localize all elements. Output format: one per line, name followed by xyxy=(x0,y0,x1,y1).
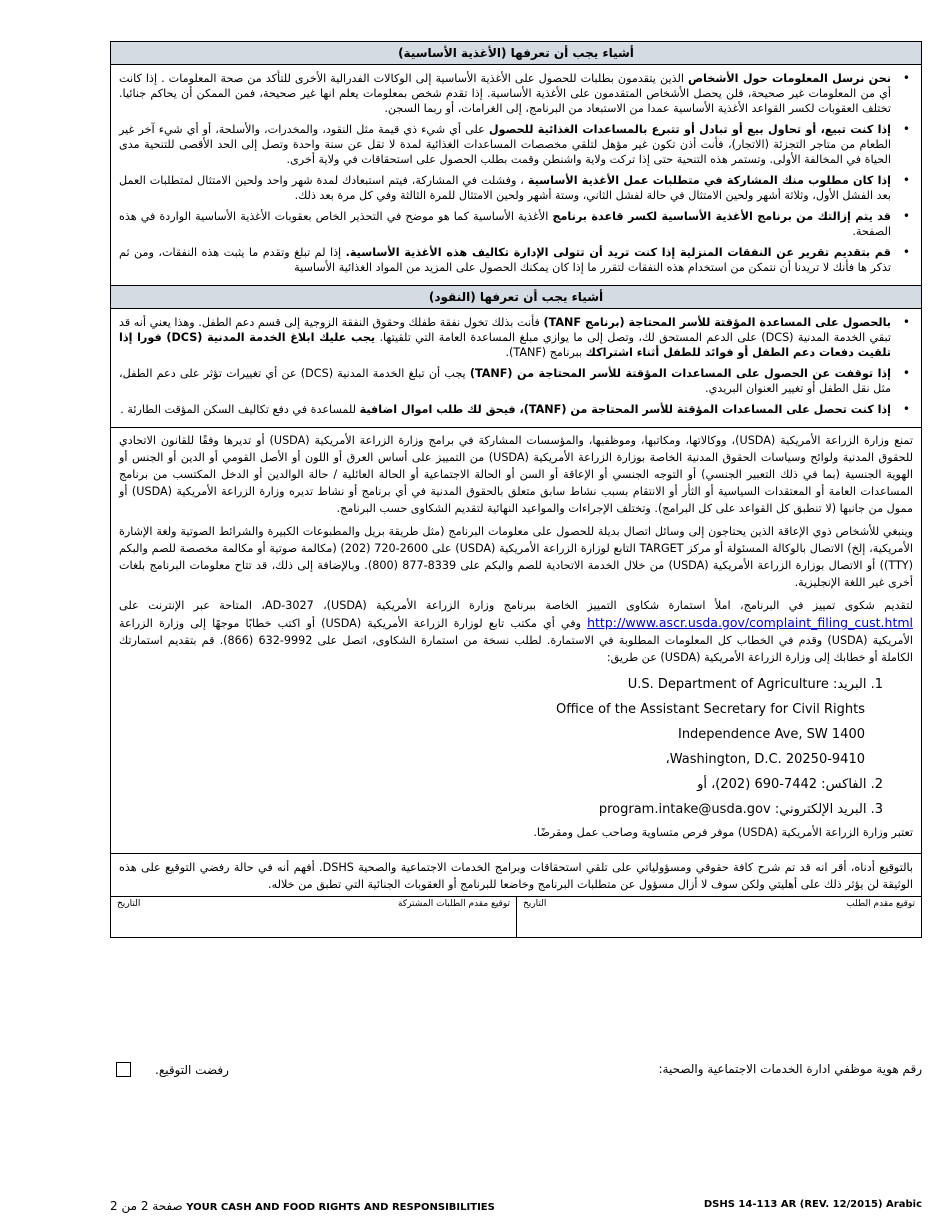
staff-row xyxy=(110,1062,922,1077)
cash-item-2-bold: إذا توقفت عن الحصول على المساعدات المؤقتة للأسر المحتاجة من (TANF) xyxy=(469,367,891,380)
cash-section-title: أشياء يجب أن تعرفها (النقود) xyxy=(111,285,921,309)
usda-paragraph-2: وينبغي للأشخاص ذوي الإعاقة الذين يحتاجون إلى وسائل اتصال بديلة للحصول على معلومات البرنامج (مثل طريقة بريل والمطبوعات الكبيرة والشرائط الصوتية ولغة الإشارة الأمريكية، إلخ) الاتصال بالوكالة المسئولة أو مركز TARGET التابع لوزارة الزراعة الأمريكية (USDA) على 2600-720 (202) (مكالمة صوتية أو مكالمة مخصصة للصم والبكم (TTY)) أو الاتصال بوزارة الزراعة الأمريكية (USDA) من خلال الخدمة الاتحادية للصم والبكم على 8339-877 (800). وبالإضافة إلى ذلك، قد تتاح معلومات البرنامج بلغات أخرى غير اللغة الإنجليزية. xyxy=(119,525,914,589)
food-item-3-text: ، وفشلت في المشاركة، فيتم استبعادك لمدة شهر واحد ولحين الامتثال لمتطلبات العمل بعد الفشل الأول، وثلاثة أشهر ولحين الامتثال في حالة لفشل الثاني، وستة أشهر ولحين الامتثال للمرة الثالثة وفي كل مرة بعد ذلك. xyxy=(119,174,891,202)
food-item-2-text: على أي شيء ذي قيمة مثل النقود، والمخدرات، والأسلحة، أو أي شيء آخر غير الطعام من متاجر التجزئة (الاتجار)، فأنت أذن تكون غير مؤهل لتلقي مخصصات المساعدات الغذائية لمدة لا تقل عن سنة واحدة وتصل إلى الحد الأقصى للتنحية مدى الحياة في المخالفة الأولى. وتستمر هذه التنحية حتى إذا تركت ولاية واشنطن وقمت بطلب الحصول على استحقاقات في ولاية أخرى. xyxy=(119,123,891,166)
signature-row xyxy=(111,896,921,937)
applicant-signature-label: توقيع مقدم الطلب xyxy=(846,899,915,909)
email-line: 3. البريد الإلكتروني: program.intake@usda.gov xyxy=(598,802,883,817)
food-item-5-bold: قم بتقديم تقرير عن النفقات المنزلية إذا كنت تريد أن تتولى الإدارة تكاليف هذه الأغذية الأساسية. xyxy=(345,246,891,259)
food-item-1 xyxy=(119,71,915,116)
cash-item-1 xyxy=(119,315,915,360)
usda-paragraph-1: تمنع وزارة الزراعة الأمريكية (USDA)، ووكالاتها، ومكاتبها، وموظفيها، والمؤسسات المشاركة في برامج وزارة الزراعة الأمريكية (USDA) أو تديرها وفقًا للقانون الاتحادي للحقوق المدنية ولوائح وسياسات الحقوق المدنية الخاصة بوزارة الزراعة الأمريكية (USDA) من التمييز على أساس العرق أو اللون أو الأصل القومي أو الدين أو الجنس أو الهوية الجنسية (بما في ذلك التعبير الجنسي) أو التوجه الجنسي أو الإعاقة أو السن أو الحالة الاجتماعية أو الحالة العائلية / حالة الوالدين أو الدخل المكتسب من برنامج المساعدات العامة أو المعتقدات السياسية أو الثأر أو الانتقام بسبب نشاط سابق متعلق بالحقوق المدنية في أي برنامج أو نشاط تديره وزارة الزراعة الأمريكية (USDA) أو ممول من جانبها (لا تنطبق كل القواعد على كل البرامج). وتختلف الإجراءات والمواعيد النهائية لتقديم الشكاوى حسب البرنامج. xyxy=(119,434,914,515)
food-item-3 xyxy=(119,173,915,203)
address-line-1: 1. البريد: U.S. Department of Agriculture xyxy=(627,677,883,692)
cash-item-3-bold: إذا كنت تحصل على المساعدات المؤقتة للأسر المحتاجة من (TANF)، فيحق لك طلب اموال اضافية xyxy=(359,403,891,416)
address-line-3: 1400 Independence Ave, SW xyxy=(677,727,865,742)
address-line-2: Office of the Assistant Secretary for Civil Rights xyxy=(555,702,865,717)
cash-item-1-bold2: يجب عليك ابلاغ الخدمة المدنية (DCS) فورا إذا تلقيت دفعات دعم الطفل أو فوائد للطفل أثناء اشتراكك xyxy=(119,331,891,359)
usda-mailing-address xyxy=(119,672,913,822)
food-item-5-text: إذا لم تبلغ وتقدم ما يثبت هذه النفقات، ومن ثم تذكر ها فأنك لا تريدنا أن نتمكن من استخدام هذه النفقات لتقرر ما إذا كان يمكنك الحصول على المزيد من المواد الغذائية الأساسية xyxy=(119,246,891,274)
cash-item-3 xyxy=(119,402,915,417)
food-item-5 xyxy=(119,245,915,275)
usda-paragraph-3 xyxy=(119,597,913,666)
refused-to-sign xyxy=(110,1062,229,1077)
food-item-4-bold: قد يتم إزالتك من برنامج الأغذية الأساسية لكسر قاعدة برنامج xyxy=(552,210,891,223)
cash-item-1-text2: ببرنامج (TANF). xyxy=(505,346,586,359)
usda-statement xyxy=(111,427,921,853)
fax-line: 2. الفاكس: 7442-690 (202)، أو xyxy=(697,777,883,792)
food-item-4-text: الأغذية الأساسية كما هو موضح في التحذير الخاص بعقوبات الأغذية الأساسية الواردة في هذه الصفحة. xyxy=(119,210,891,238)
applicant-signature-field[interactable] xyxy=(516,897,921,937)
food-item-2-bold: إذا كنت تبيع، أو تحاول بيع أو تبادل أو تتبرع بالمساعدات الغذائية للحصول xyxy=(488,123,891,136)
equal-opportunity: تعتبر وزارة الزراعة الأمريكية (USDA) موفر فرص متساوية وصاحب عمل ومقرضًا. xyxy=(533,826,913,839)
usda-p3-end: وفي أي مكتب تابع لوزارة الزراعة الأمريكية (USDA) أو اكتب خطابًا موجهًا إلى وزارة الزراعة الأمريكية (USDA) وقدم في الخطاب كل المعلومات المطلوبة في الاستمارة. لطلب نسخة من استمارة الشكاوى، اتصل على 9992-632 (866). قم بتقديم استمارتك الكاملة أو خطابك إلى وزارة الزراعة الأمريكية (USDA) عن طريق: xyxy=(119,617,913,664)
footer-left xyxy=(110,1199,495,1213)
applicant-date-label: التاريخ xyxy=(523,899,547,909)
cash-item-1-text: فأنت بذلك تخول نفقة طفلك وحقوق النفقة الزوجية إلى قسم دعم الطفل. وهذا يعني أنه قد تبقي الخدمة المدنية (DCS) على الدعم المستحق لك، وتصل إلى ما يوازي مبلغ المساعدة العامة التي تلقيتها. xyxy=(119,316,891,344)
food-item-1-bold: نحن نرسل المعلومات حول الأشخاص xyxy=(688,72,892,85)
food-item-4 xyxy=(119,209,915,239)
refused-checkbox[interactable] xyxy=(116,1062,131,1077)
co-applicant-signature-label: توقيع مقدم الطلبات المشتركة xyxy=(397,899,510,909)
page-footer xyxy=(110,1199,922,1213)
food-section-title: أشياء يجب أن تعرفها (الأغذية الأساسية) xyxy=(111,42,921,65)
cash-item-1-bold: بالحصول على المساعدة المؤقتة للأسر المحتاجة (برنامج TANF) xyxy=(543,316,891,329)
signature-note: بالتوقيع أدناه، أقر انه قد تم شرح كافة حقوقي ومسؤولياتي على تلقي استحقاقات وبرامج الخدمات الاجتماعية والصحية DSHS. أفهم أنه في حالة رفضي التوقيع على هذه الوثيقة لن يؤثر ذلك على أهليتي ولكن سوف لا أزال مسؤول عن متطلبات البرنامج وخاضعا للبرنامج أو العقوبات الجنائية التي تطبق من خلاله. xyxy=(111,853,921,896)
food-item-2 xyxy=(119,122,915,167)
food-list xyxy=(111,65,921,285)
complaint-link[interactable]: http://www.ascr.usda.gov/complaint_filing_cust.html xyxy=(587,615,913,630)
usda-p3-start: لتقديم شكوى تمييز في البرنامج، املأ استمارة شكاوى التمييز الخاصة ببرنامج وزارة الزراعة الأمريكية (USDA)، AD-3027، المتاحة عبر الإنترنت على xyxy=(119,599,913,612)
co-applicant-signature-field[interactable] xyxy=(111,897,516,937)
page-number: صفحة 2 من 2 xyxy=(110,1199,183,1213)
cash-item-2-text: يجب أن تبلغ الخدمة المدنية (DCS) عن أي تغييرات تؤثر على دعم الطفل، مثل نقل الطفل أو تغيير العنوان البريدي. xyxy=(119,367,891,395)
food-item-1-text: الذين يتقدمون بطلبات للحصول على الأغذية الأساسية إلى الوكالات الفدرالية الأخرى للتأكد من صحة المعلومات . إذا كانت أي من المعلومات غير صحيحة، فلن يحصل الأشخاص المتقدمون على الأغذية الأساسية. إذا تقدم شخص بمعلومات يعلم انها غير صحيحة، فمن الممكن أن يحاكم جنائيا. تختلف العقوبات لكسر القواعد الأغذية الأساسية عمدا من الاستبعاد من البرنامج، إلى الغرامات، أو ربما السجن. xyxy=(119,72,891,115)
cash-item-2 xyxy=(119,366,915,396)
address-line-4: Washington, D.C. 20250-9410، xyxy=(665,752,865,767)
footer-title: YOUR CASH AND FOOD RIGHTS AND RESPONSIBILITIES xyxy=(186,1202,495,1213)
co-applicant-date-label: التاريخ xyxy=(117,899,141,909)
refused-label: رفضت التوقيع. xyxy=(155,1062,229,1077)
food-item-3-bold: إذا كان مطلوب منك المشاركة في متطلبات عمل الأغذية الأساسية xyxy=(527,174,891,187)
form-id: DSHS 14-113 AR (REV. 12/2015) Arabic xyxy=(703,1199,922,1210)
cash-list xyxy=(111,309,921,427)
rights-frame xyxy=(110,41,922,938)
cash-item-3-text: للمساعدة في دفع تكاليف السكن المؤقت الطارئة . xyxy=(120,403,360,416)
staff-id-label: رقم هوية موظفي ادارة الخدمات الاجتماعية والصحية: xyxy=(658,1062,922,1076)
